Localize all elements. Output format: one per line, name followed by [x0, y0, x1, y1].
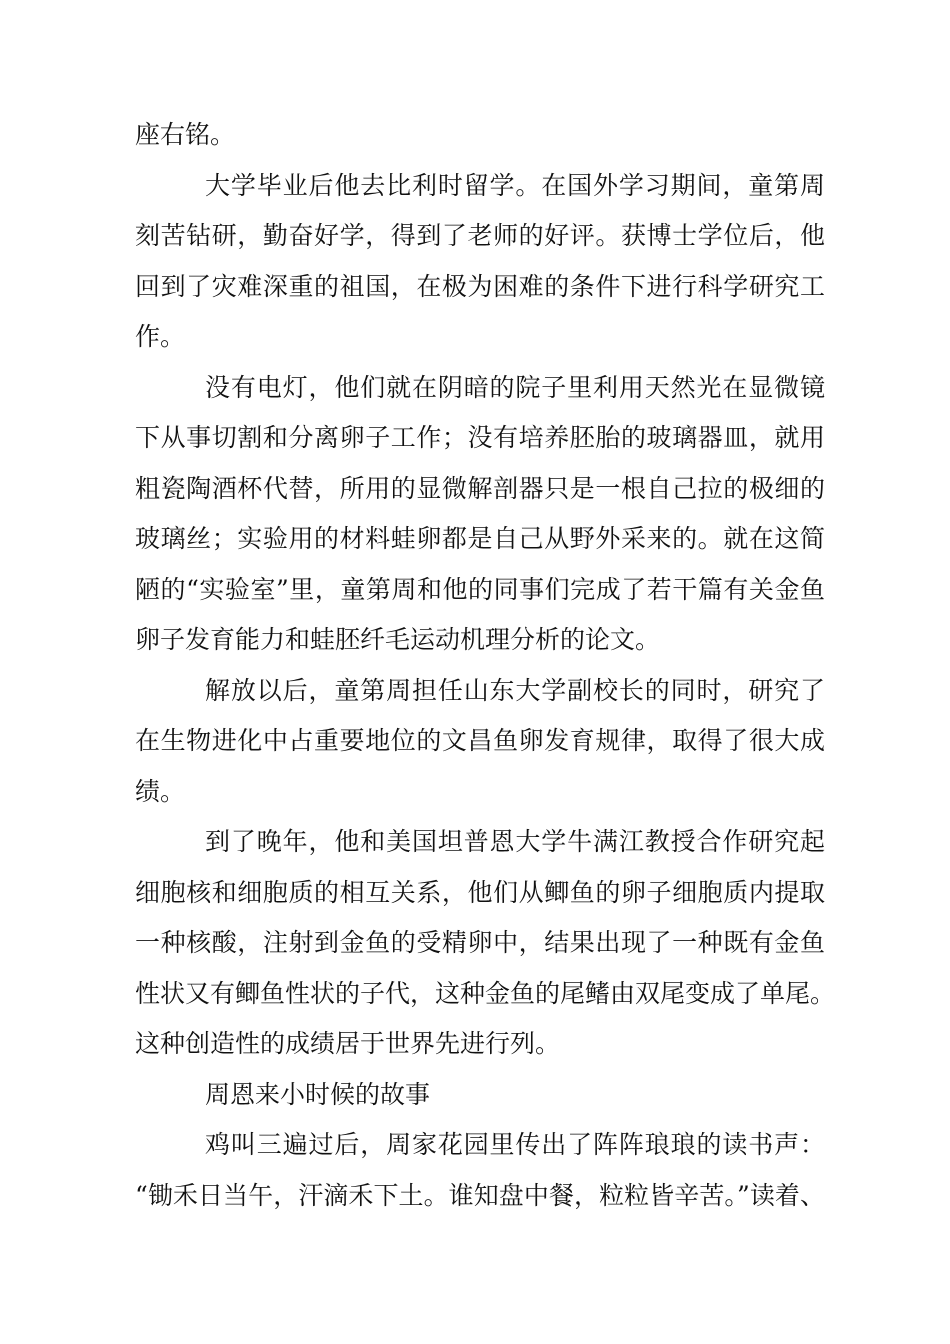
text-line: “锄禾日当午，汗滴禾下土。谁知盘中餐，粒粒皆辛苦。”读着、	[135, 1180, 825, 1210]
section-title: 周恩来小时候的故事	[205, 1079, 431, 1109]
text-line: 回到了灾难深重的祖国，在极为困难的条件下进行科学研究工	[135, 271, 825, 301]
paragraph-first-line: 没有电灯，他们就在阴暗的院子里利用天然光在显微镜	[205, 372, 825, 402]
text-line: 这种创造性的成绩居于世界先进行列。	[135, 1029, 561, 1058]
text-line: 性状又有鲫鱼性状的子代，这种金鱼的尾鳍由双尾变成了单尾。	[135, 978, 836, 1008]
text-line: 细胞核和细胞质的相互关系，他们从鲫鱼的卵子细胞质内提取	[135, 877, 825, 907]
paragraph-first-line: 到了晚年，他和美国坦普恩大学牛满江教授合作研究起	[205, 827, 825, 856]
text-line: 粗瓷陶酒杯代替，所用的显微解剖器只是一根自己拉的极细的	[135, 473, 825, 503]
text-line: 下从事切割和分离卵子工作；没有培养胚胎的玻璃器皿，就用	[135, 423, 825, 452]
text-line: 玻璃丝；实验用的材料蛙卵都是自己从野外采来的。就在这简	[135, 524, 825, 553]
body-text	[135, 110, 836, 1221]
paragraph-first-line: 鸡叫三遍过后，周家花园里传出了阵阵琅琅的读书声：	[205, 1130, 825, 1159]
paragraph-first-line: 解放以后，童第周担任山东大学副校长的同时，研究了	[205, 675, 825, 705]
text-line: 作。	[135, 322, 186, 351]
paragraph-first-line: 大学毕业后他去比利时留学。在国外学习期间，童第周	[205, 170, 825, 200]
text-line: 绩。	[135, 776, 186, 806]
text-line: 在生物进化中占重要地位的文昌鱼卵发育规律，取得了很大成	[135, 726, 825, 755]
text-line: 刻苦钻研，勤奋好学，得到了老师的好评。获博士学位后，他	[135, 221, 825, 250]
text-line: 座右铭。	[135, 120, 236, 149]
text-line: 陋的“实验室”里，童第周和他的同事们完成了若干篇有关金鱼	[135, 574, 825, 604]
text-line: 一种核酸，注射到金鱼的受精卵中，结果出现了一种既有金鱼	[135, 928, 825, 957]
text-line: 卵子发育能力和蛙胚纤毛运动机理分析的论文。	[135, 625, 661, 654]
